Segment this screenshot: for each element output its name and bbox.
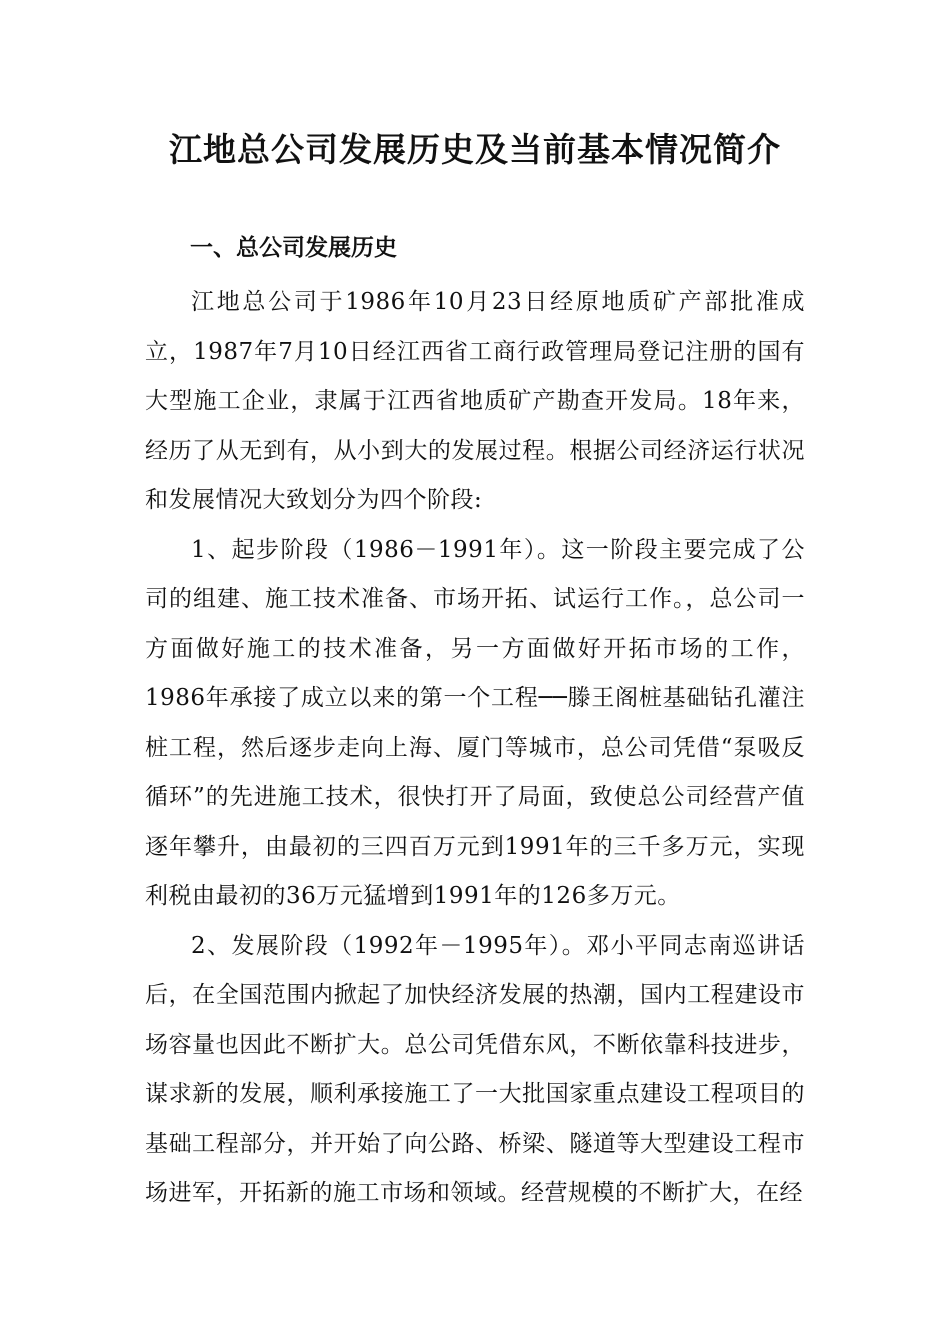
- section-heading: 一、总公司发展历史: [190, 235, 397, 261]
- paragraph-stage-1: 1、起步阶段（1986－1991年）。这一阶段主要完成了公司的组建、施工技术准备、市场开拓、试运行工作。，总公司一方面做好施工的技术准备，另一方面做好开拓市场的工作，1986年承接了成立以来的第一个工程──滕王阁桩基础钻孔灌注桩工程，然后逐步走向上海、厦门等城市，总公司凭借“泵吸反循环”的先进施工技术，很快打开了局面，致使总公司经营产值逐年攀升，由最初的三四百万元到1991年的三千多万元，实现利税由最初的36万元猛增到1991年的126多万元。: [145, 536, 805, 909]
- document-title: 江地总公司发展历史及当前基本情况简介: [169, 130, 781, 169]
- paragraph-intro: 江地总公司于1986年10月23日经原地质矿产部批准成立，1987年7月10日经江西省工商行政管理局登记注册的国有大型施工企业，隶属于江西省地质矿产勘查开发局。18年来，经历了从无到有，从小到大的发展过程。根据公司经济运行状况和发展情况大致划分为四个阶段:: [145, 289, 805, 513]
- document-body: [145, 278, 805, 1219]
- paragraph-stage-2: 2、发展阶段（1992年－1995年）。邓小平同志南巡讲话后，在全国范围内掀起了加快经济发展的热潮，国内工程建设市场容量也因此不断扩大。总公司凭借东风，不断依靠科技进步，谋求新的发展，顺利承接施工了一大批国家重点建设工程项目的基础工程部分，并开始了向公路、桥梁、隧道等大型建设工程市场进军，开拓新的施工市场和领域。经营规模的不断扩大，在经: [145, 932, 805, 1206]
